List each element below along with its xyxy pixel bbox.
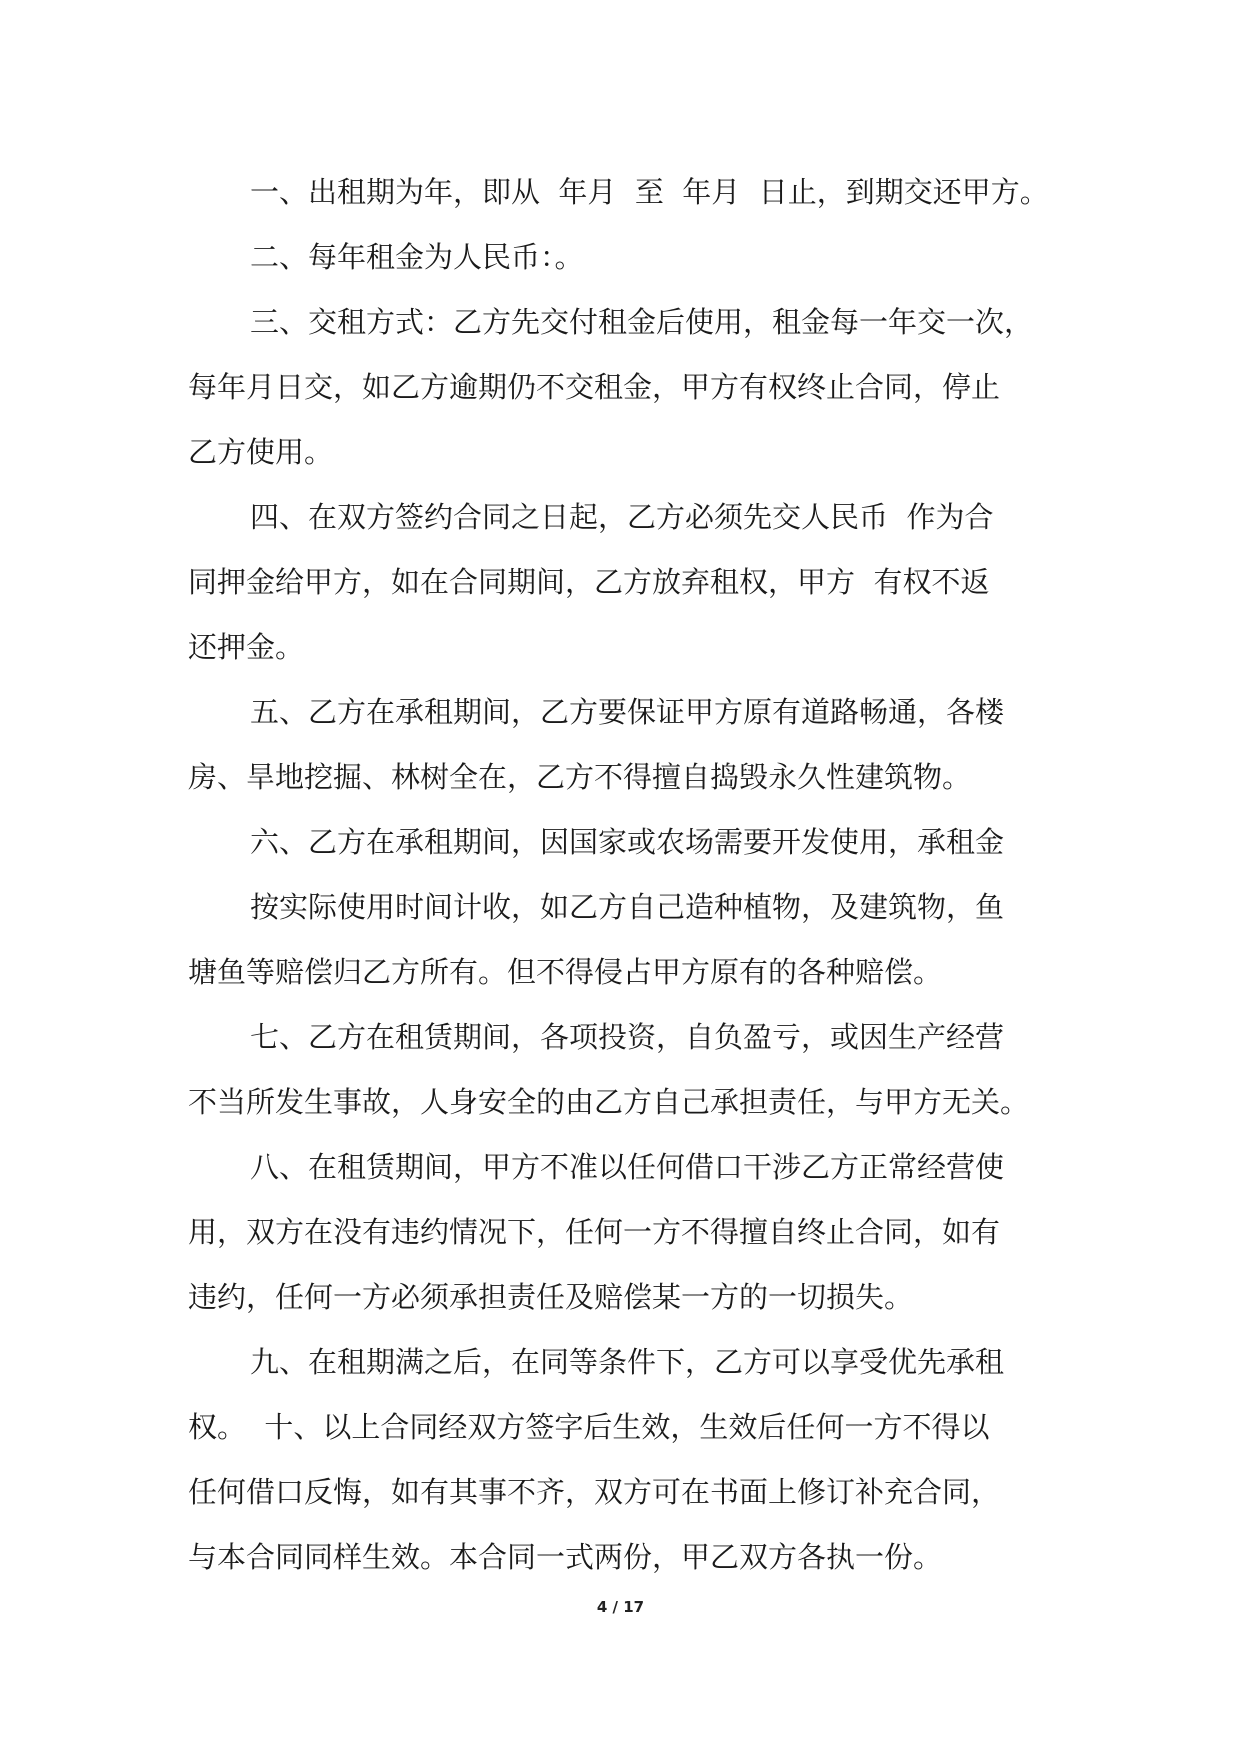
text-line: 不当所发生事故，人身安全的由乙方自己承担责任，与甲方无关。 [188, 1085, 1030, 1119]
text-line: 七、乙方在租赁期间，各项投资，自负盈亏，或因生产经营 [250, 1020, 1005, 1054]
text-line: 每年月日交，如乙方逾期仍不交租金，甲方有权终止合同，停止 [188, 370, 1001, 404]
text-line: 用，双方在没有违约情况下，任何一方不得擅自终止合同，如有 [188, 1215, 1001, 1249]
text-line: 乙方使用。 [188, 435, 334, 469]
text-line: 还押金。 [188, 630, 305, 664]
text-line: 二、每年租金为人民币：。 [250, 240, 584, 274]
text-line: 九、在租期满之后，在同等条件下，乙方可以享受优先承租 [250, 1345, 1005, 1379]
text-line: 塘鱼等赔偿归乙方所有。但不得侵占甲方原有的各种赔偿。 [188, 955, 943, 989]
text-line: 同押金给甲方，如在合同期间，乙方放弃租权，甲方 有权不返 [188, 565, 990, 599]
text-line: 六、乙方在承租期间，因国家或农场需要开发使用，承租金 [250, 825, 1005, 859]
text-line: 五、乙方在承租期间，乙方要保证甲方原有道路畅通，各楼 [250, 695, 1005, 729]
text-line: 三、交租方式：乙方先交付租金后使用，租金每一年交一次， [250, 305, 1034, 339]
text-line: 一、出租期为年，即从 年月 至 年月 日止，到期交还甲方。 [250, 175, 1049, 209]
text-line: 与本合同同样生效。本合同一式两份，甲乙双方各执一份。 [188, 1540, 943, 1574]
text-line: 房、旱地挖掘、林树全在，乙方不得擅自捣毁永久性建筑物。 [188, 760, 972, 794]
contract-body [188, 160, 1054, 1590]
text-line: 违约，任何一方必须承担责任及赔偿某一方的一切损失。 [188, 1280, 914, 1314]
page-number: 4 / 17 [596, 1598, 645, 1616]
text-line: 八、在租赁期间，甲方不准以任何借口干涉乙方正常经营使 [250, 1150, 1005, 1184]
text-line: 任何借口反悔，如有其事不齐，双方可在书面上修订补充合同， [188, 1475, 1001, 1509]
text-line: 权。 十、以上合同经双方签字后生效，生效后任何一方不得以 [188, 1410, 990, 1444]
text-line: 按实际使用时间计收，如乙方自己造种植物，及建筑物，鱼 [250, 890, 1005, 924]
text-line: 四、在双方签约合同之日起，乙方必须先交人民币 作为合 [250, 500, 994, 534]
